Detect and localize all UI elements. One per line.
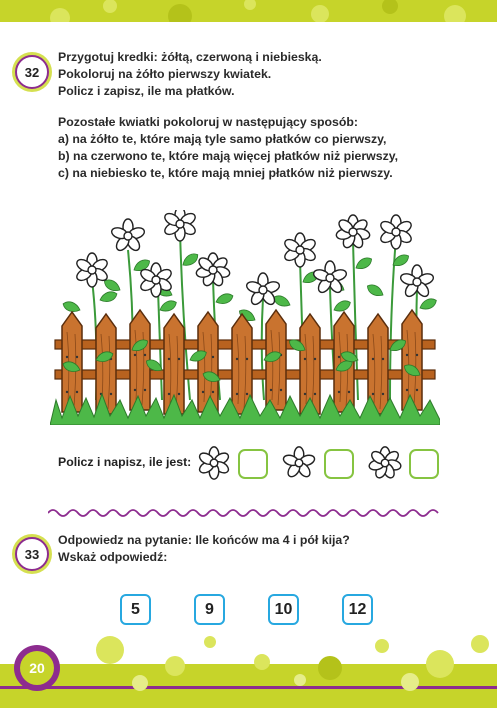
page-number: 20 [29,660,45,676]
page-number-badge [14,645,60,691]
answer-option-label: 9 [205,600,214,618]
flower-7-petals-icon [366,444,404,482]
wavy-divider [48,506,443,520]
answer-option[interactable] [342,594,373,625]
instruction-line: a) na żółto te, które mają tyle samo płatków co pierwszy, [58,132,387,146]
answer-option[interactable] [268,594,299,625]
intro-line: Pokoloruj na żółto pierwszy kwiatek. [58,67,272,81]
flower-6-petals-icon [195,444,233,482]
task-intro [58,49,322,100]
answer-box-5-petals[interactable] [324,449,354,479]
instruction-line: b) na czerwono te, które mają więcej płatków niż pierwszy, [58,149,399,163]
answer-option-label: 12 [348,600,367,618]
task-number-badge [15,537,49,571]
question-line: Wskaż odpowiedź: [58,550,168,564]
task-number: 32 [24,64,40,80]
instruction-line: Pozostałe kwiatki pokoloruj w następujący sposób: [58,115,358,129]
task-question [58,532,350,566]
decor-bubbles-icon [0,0,497,22]
intro-line: Policz i zapisz, ile ma płatków. [58,84,235,98]
instruction-line: c) na niebiesko te, które mają mniej płatków niż pierwszy. [58,166,393,180]
footer-decor [0,628,497,708]
answer-option[interactable] [120,594,151,625]
task-number-badge [15,55,49,89]
answer-option-label: 5 [131,600,140,618]
intro-line: Przygotuj kredki: żółtą, czerwoną i niebieską. [58,50,322,64]
count-row [58,444,458,484]
question-line: Odpowiedz na pytanie: Ile końców ma 4 i pół kija? [58,533,350,547]
count-label: Policz i napisz, ile jest: [58,455,192,469]
flower-5-petals-icon [280,444,318,482]
fence-flowers-illustration [50,210,440,425]
task-number: 33 [24,546,40,562]
task-instructions [58,114,398,182]
answer-box-7-petals[interactable] [409,449,439,479]
answer-option[interactable] [194,594,225,625]
answer-option-label: 10 [274,600,293,618]
answer-box-6-petals[interactable] [238,449,268,479]
top-decor-bar [0,0,497,22]
